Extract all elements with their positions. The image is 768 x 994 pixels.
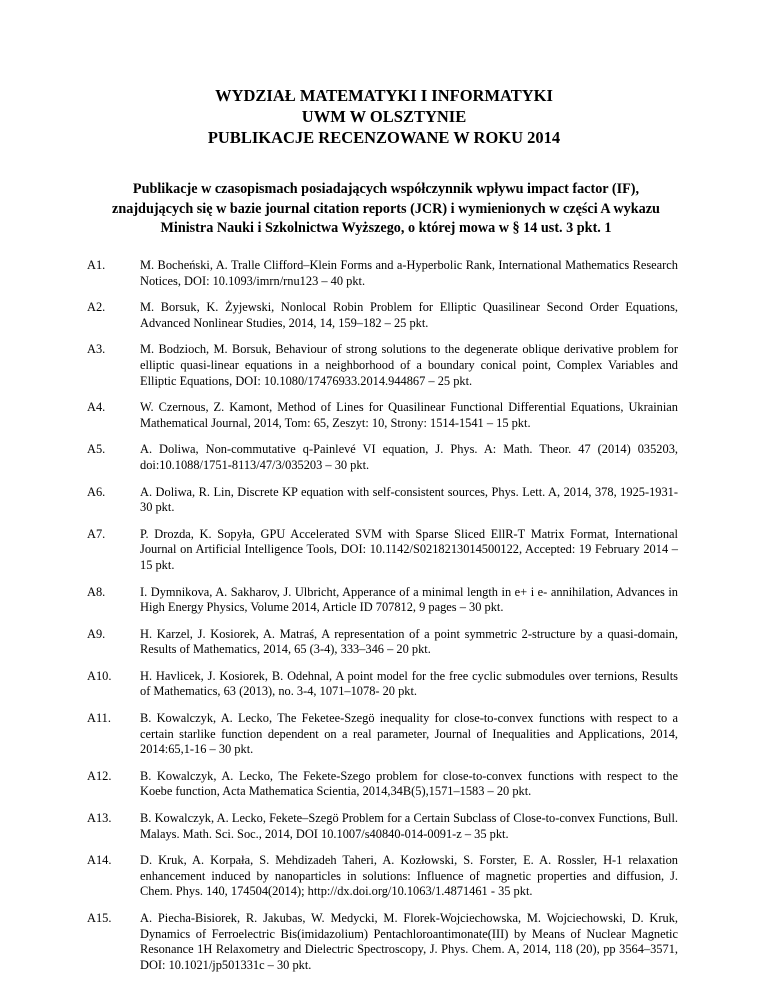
list-item (87, 669, 679, 700)
entry-text: W. Czernous, Z. Kamont, Method of Lines for Quasilinear Functional Differential Equations, Ukrainian Mathematical Journal, 2014, Tom: 65, Zeszyt: 10, Strony: 1514-1541 – 15 pkt. (140, 400, 678, 430)
entry-number: A11. (87, 711, 111, 726)
entry-text: P. Drozda, K. Sopyła, GPU Accelerated SVM with Sparse Sliced EllR-T Matrix Format, International Journal on Artificial Intelligence Tools, DOI: 10.1142/S0218213014500122, Accepted: 19 February 2014 – 15 pkt. (140, 526, 678, 572)
entry-number: A4. (87, 400, 106, 415)
entry-number: A7. (87, 526, 106, 541)
list-item (87, 853, 679, 900)
entry-number: A9. (87, 626, 106, 641)
entry-number: A14. (87, 853, 112, 868)
list-item (87, 342, 679, 389)
list-item (87, 911, 679, 973)
entry-text: B. Kowalczyk, A. Lecko, The Fekete-Szego problem for close-to-convex functions with respect to the Koebe function, Acta Mathematica Scientia, 2014,34B(5),1571–1583 – 20 pkt. (140, 768, 678, 799)
entry-text: D. Kruk, A. Korpała, S. Mehdizadeh Taheri, A. Kozłowski, S. Forster, E. A. Rossler, H-1 relaxation enhancement induced by nanoparticles in solutions: Influence of magnetic properties and diffusion, J. Chem. Phys. 140, 174504(2014); http://dx.doi.org/10.1063/1.4871461 - 35 pkt. (140, 853, 678, 899)
list-item (87, 442, 679, 473)
entry-text: H. Havlicek, J. Kosiorek, B. Odehnal, A point model for the free cyclic submodules over ternions, Results of Mathematics, 63 (2013), no. 3-4, 1071–1078- 20 pkt. (140, 668, 678, 699)
entry-text: A. Piecha-Bisiorek, R. Jakubas, W. Medycki, M. Florek-Wojciechowska, M. Wojciechowski, D. Kruk, Dynamics of Ferroelectric Bis(imidazolium) Pentachloroantimonate(III) by Means of Nuclear Magnetic Resonance 1H Relaxometry and Dielectric Spectroscopy, J. Phys. Chem. A, 2014, 118 (20), pp 3564–3571, DOI: 10.1021/jp501331c – 30 pkt. (140, 911, 678, 972)
entry-number: A10. (87, 668, 112, 683)
entry-number: A3. (87, 342, 106, 357)
entry-text: B. Kowalczyk, A. Lecko, The Feketee-Szegö inequality for close-to-convex functions with respect to a certain starlike function dependent on a real parameter, Journal of Inequalities and Applications, 2014, 2014:65,1-16 – 30 pkt. (140, 711, 678, 757)
section-intro: Publikacje w czasopismach posiadających współczynnik wpływu impact factor (IF), znajdujących się w bazie journal citation reports (JCR) i wymienionych w części A wykazu Ministra Nauki i Szkolnictwa Wyższego, o której mowa w § 14 ust. 3 pkt. 1 (112, 181, 660, 237)
entry-text: H. Karzel, J. Kosiorek, A. Matraś, A representation of a point symmetric 2-structure by a quasi-domain, Results of Mathematics, 2014, 65 (3-4), 333–346 – 20 pkt. (140, 626, 678, 657)
entry-text: M. Borsuk, K. Żyjewski, Nonlocal Robin Problem for Elliptic Quasilinear Second Order Equations, Advanced Nonlinear Studies, 2014, 14, 159–182 – 25 pkt. (140, 300, 678, 330)
faculty-name: WYDZIAŁ MATEMATYKI I INFORMATYKI (215, 86, 553, 105)
entry-number: A1. (87, 258, 106, 272)
entry-number: A13. (87, 811, 112, 826)
entry-text: A. Doliwa, R. Lin, Discrete KP equation with self-consistent sources, Phys. Lett. A, 2014, 378, 1925-1931- 30 pkt. (140, 484, 678, 515)
list-item (87, 627, 679, 658)
entry-number: A15. (87, 911, 112, 925)
entry-text: I. Dymnikova, A. Sakharov, J. Ulbricht, Apperance of a minimal length in e+ i e- annihilation, Advances in High Energy Physics, Volume 2014, Article ID 707812, 9 pages – 30 pkt. (140, 584, 678, 615)
list-item (87, 258, 679, 289)
document-title (0, 85, 768, 148)
list-item (87, 300, 679, 331)
entry-number: A8. (87, 584, 106, 599)
university-name: UWM W OLSZTYNIE (301, 107, 467, 126)
entry-number: A5. (87, 442, 106, 457)
entry-text: M. Bocheński, A. Tralle Clifford–Klein Forms and a-Hyperbolic Rank, International Mathematics Research Notices, DOI: 10.1093/imrn/rnu123 – 40 pkt. (140, 258, 678, 288)
entry-number: A6. (87, 484, 106, 499)
entry-number: A2. (87, 300, 106, 315)
document-heading: PUBLIKACJE RECENZOWANE W ROKU 2014 (207, 128, 561, 147)
list-item (87, 485, 679, 516)
list-item (87, 769, 679, 800)
list-item (87, 711, 679, 758)
list-item (87, 527, 679, 574)
entry-text: A. Doliwa, Non-commutative q-Painlevé VI equation, J. Phys. A: Math. Theor. 47 (2014) 035203, doi:10.1088/1751-8113/47/3/035203 – 30 pkt. (140, 442, 678, 472)
entry-text: M. Bodzioch, M. Borsuk, Behaviour of strong solutions to the degenerate oblique derivative problem for elliptic quasi-linear equations in a neighborhood of a boundary conical point, Complex Variables and Elliptic Equations, DOI: 10.1080/17476933.2014.944867 – 25 pkt. (140, 342, 678, 388)
entry-text: B. Kowalczyk, A. Lecko, Fekete–Szegö Problem for a Certain Subclass of Close-to-convex Functions, Bull. Malays. Math. Sci. Soc., 2014, DOI 10.1007/s40840-014-0091-z – 35 pkt. (140, 811, 678, 841)
entry-number: A12. (87, 768, 112, 783)
publication-list (87, 258, 679, 984)
list-item (87, 811, 679, 842)
list-item (87, 585, 679, 616)
list-item (87, 400, 679, 431)
